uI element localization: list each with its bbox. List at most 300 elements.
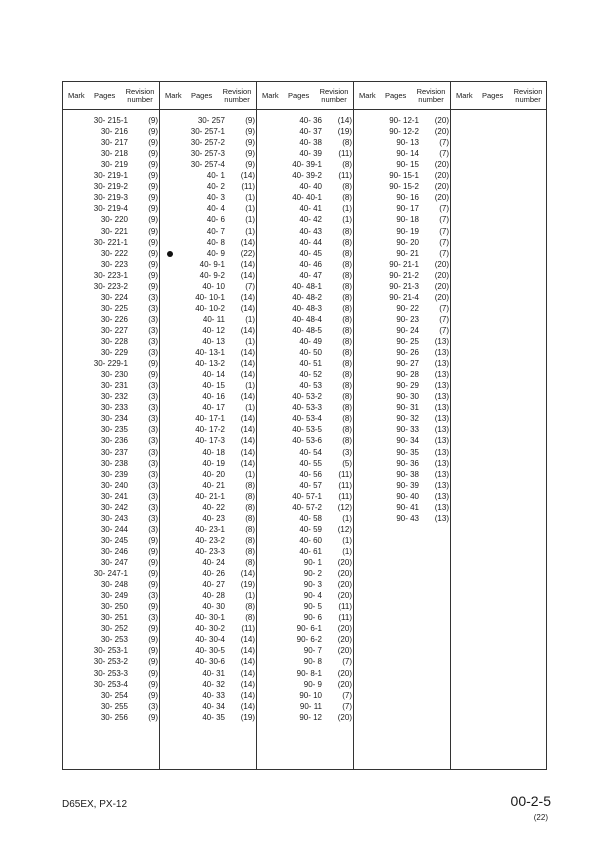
revision-cell: (7) bbox=[439, 149, 449, 159]
revision-cell: (19) bbox=[337, 127, 352, 137]
table-row bbox=[282, 337, 354, 347]
table-row bbox=[379, 160, 451, 170]
revision-cell: (8) bbox=[342, 359, 352, 369]
page-number-cell: 90- 8-1 bbox=[296, 668, 322, 678]
page-number-cell: 30- 254 bbox=[100, 690, 128, 700]
table-row bbox=[282, 448, 354, 458]
table-row bbox=[379, 370, 451, 380]
revision-cell: (9) bbox=[148, 116, 158, 125]
revision-table bbox=[62, 81, 547, 770]
table-row bbox=[88, 691, 160, 701]
revision-cell: (9) bbox=[245, 160, 255, 170]
page-number-cell: 90- 13 bbox=[396, 138, 419, 148]
page-number-cell: 40- 17 bbox=[202, 403, 225, 413]
table-row bbox=[282, 702, 354, 712]
page-number-cell: 30- 245 bbox=[100, 535, 128, 545]
revision-cell: (13) bbox=[434, 502, 449, 512]
footer-page-number: 00-2-5 bbox=[510, 793, 551, 809]
table-row bbox=[88, 569, 160, 579]
table-row bbox=[282, 116, 354, 126]
page-number-cell: 90- 6-2 bbox=[296, 635, 322, 645]
table-row bbox=[88, 215, 160, 225]
table-row bbox=[379, 470, 451, 480]
column-divider bbox=[546, 82, 547, 769]
table-row bbox=[88, 359, 160, 369]
table-row bbox=[379, 271, 451, 281]
table-row bbox=[88, 613, 160, 623]
table-row bbox=[185, 249, 257, 259]
table-row bbox=[185, 624, 257, 634]
revision-cell: (9) bbox=[148, 635, 158, 645]
page-number-cell: 30- 232 bbox=[100, 392, 128, 402]
revision-cell: (8) bbox=[245, 602, 255, 612]
page-number-cell: 40- 59 bbox=[299, 524, 322, 534]
table-row bbox=[379, 282, 451, 292]
revision-cell: (20) bbox=[434, 116, 449, 125]
table-row bbox=[185, 149, 257, 159]
page-number-cell: 30- 237 bbox=[100, 447, 128, 457]
page-number-cell: 40- 15 bbox=[202, 381, 225, 391]
page-number-cell: 40- 8 bbox=[206, 237, 225, 247]
page-number-cell: 40- 21 bbox=[202, 480, 225, 490]
page-number-cell: 40- 40 bbox=[299, 182, 322, 192]
page-number-cell: 30- 246 bbox=[100, 546, 128, 556]
page-number-cell: 40- 17-2 bbox=[195, 425, 225, 435]
revision-cell: (14) bbox=[240, 259, 255, 269]
page-number-cell: 40- 23 bbox=[202, 513, 225, 523]
page-number-cell: 90- 16 bbox=[396, 193, 419, 203]
table-row bbox=[282, 260, 354, 270]
table-row bbox=[379, 436, 451, 446]
page-number-cell: 40- 30-2 bbox=[195, 624, 225, 634]
revision-cell: (9) bbox=[148, 646, 158, 656]
revision-cell: (14) bbox=[240, 348, 255, 358]
page-number-cell: 30- 215-1 bbox=[93, 116, 128, 125]
table-row bbox=[379, 503, 451, 513]
revision-cell: (1) bbox=[342, 546, 352, 556]
revision-cell: (1) bbox=[245, 381, 255, 391]
table-row bbox=[88, 160, 160, 170]
table-row bbox=[379, 315, 451, 325]
page-number-cell: 40- 39 bbox=[299, 149, 322, 159]
revision-cell: (20) bbox=[434, 127, 449, 137]
table-row bbox=[88, 503, 160, 513]
revision-cell: (8) bbox=[342, 392, 352, 402]
revision-cell: (8) bbox=[245, 491, 255, 501]
page-number-cell: 30- 235 bbox=[100, 425, 128, 435]
table-row bbox=[88, 238, 160, 248]
page-number-cell: 30- 247-1 bbox=[93, 569, 128, 579]
table-row bbox=[185, 403, 257, 413]
page-number-cell: 90- 12-1 bbox=[389, 116, 419, 125]
table-row bbox=[185, 260, 257, 270]
table-row bbox=[88, 271, 160, 281]
table-row bbox=[379, 204, 451, 214]
revision-cell: (8) bbox=[342, 248, 352, 258]
table-row bbox=[379, 381, 451, 391]
page-number-cell: 90- 1 bbox=[303, 558, 322, 567]
page-number-cell: 30- 248 bbox=[100, 580, 128, 590]
page-number-cell: 90- 20 bbox=[396, 237, 419, 247]
table-row bbox=[282, 414, 354, 424]
revision-cell: (14) bbox=[240, 414, 255, 424]
revision-cell: (9) bbox=[148, 160, 158, 170]
page-number-cell: 90- 3 bbox=[303, 580, 322, 590]
revision-cell: (3) bbox=[148, 348, 158, 358]
table-row bbox=[185, 448, 257, 458]
revision-cell: (12) bbox=[337, 524, 352, 534]
revision-cell: (3) bbox=[148, 325, 158, 335]
page-number-cell: 30- 230 bbox=[100, 370, 128, 380]
revision-cell: (14) bbox=[240, 325, 255, 335]
revision-cell: (9) bbox=[245, 116, 255, 125]
page-number-cell: 90- 8 bbox=[303, 657, 322, 667]
revision-cell: (13) bbox=[434, 480, 449, 490]
table-row bbox=[282, 536, 354, 546]
page-number-cell: 90- 2 bbox=[303, 569, 322, 579]
page-number-cell: 30- 219-1 bbox=[93, 171, 128, 181]
revision-cell: (1) bbox=[245, 193, 255, 203]
table-row bbox=[88, 713, 160, 723]
table-row bbox=[185, 525, 257, 535]
table-row bbox=[185, 171, 257, 181]
page-number-cell: 40- 48-5 bbox=[292, 325, 322, 335]
table-row bbox=[379, 459, 451, 469]
table-row bbox=[282, 569, 354, 579]
revision-cell: (13) bbox=[434, 491, 449, 501]
table-row bbox=[282, 547, 354, 557]
page-number-cell: 40- 26 bbox=[202, 569, 225, 579]
table-row bbox=[88, 492, 160, 502]
page-number-cell: 40- 17-3 bbox=[195, 436, 225, 446]
revision-cell: (20) bbox=[434, 259, 449, 269]
revision-cell: (7) bbox=[439, 138, 449, 148]
table-row bbox=[379, 215, 451, 225]
revision-cell: (13) bbox=[434, 370, 449, 380]
page-number-cell: 90- 35 bbox=[396, 447, 419, 457]
table-row bbox=[88, 657, 160, 667]
page-number-cell: 90- 30 bbox=[396, 392, 419, 402]
revision-cell: (20) bbox=[337, 591, 352, 601]
page-number-cell: 30- 231 bbox=[100, 381, 128, 391]
table-row bbox=[185, 227, 257, 237]
revision-cell: (20) bbox=[337, 569, 352, 579]
revision-cell: (7) bbox=[439, 303, 449, 313]
revision-cell: (3) bbox=[148, 613, 158, 623]
revision-cell: (11) bbox=[338, 480, 352, 490]
header-mark: Mark bbox=[165, 91, 182, 100]
page-number-cell: 30- 221 bbox=[100, 226, 128, 236]
revision-cell: (9) bbox=[148, 712, 158, 722]
page-number-cell: 90- 21-4 bbox=[389, 292, 419, 302]
table-row bbox=[379, 448, 451, 458]
page-number-cell: 40- 44 bbox=[299, 237, 322, 247]
header-pages: Pages bbox=[385, 91, 407, 100]
table-row bbox=[185, 381, 257, 391]
page-number-cell: 40- 39-2 bbox=[292, 171, 322, 181]
revision-cell: (9) bbox=[148, 149, 158, 159]
table-row bbox=[185, 503, 257, 513]
page-number-cell: 40- 37 bbox=[299, 127, 322, 137]
page-number-cell: 30- 253-1 bbox=[93, 646, 128, 656]
table-row bbox=[185, 193, 257, 203]
page-number-cell: 30- 217 bbox=[100, 138, 128, 148]
header-pages: Pages bbox=[94, 91, 116, 100]
page-number-cell: 90- 43 bbox=[396, 513, 419, 523]
revision-cell: (3) bbox=[148, 524, 158, 534]
page-number-cell: 40- 53-3 bbox=[292, 403, 322, 413]
page-number-cell: 90- 21 bbox=[396, 248, 419, 258]
table-row bbox=[88, 182, 160, 192]
table-row bbox=[282, 691, 354, 701]
table-row bbox=[379, 260, 451, 270]
revision-cell: (9) bbox=[148, 226, 158, 236]
revision-cell: (8) bbox=[342, 226, 352, 236]
table-row bbox=[185, 337, 257, 347]
table-row bbox=[88, 580, 160, 590]
page-number-cell: 40- 30 bbox=[202, 602, 225, 612]
revision-cell: (7) bbox=[439, 237, 449, 247]
revision-cell: (8) bbox=[342, 348, 352, 358]
page-number-cell: 30- 247 bbox=[100, 558, 128, 567]
table-row bbox=[88, 260, 160, 270]
revision-cell: (8) bbox=[245, 513, 255, 523]
page-number-cell: 90- 15 bbox=[396, 160, 419, 170]
page-number-cell: 30- 257-3 bbox=[190, 149, 225, 159]
table-row bbox=[185, 392, 257, 402]
table-row bbox=[379, 238, 451, 248]
table-row bbox=[379, 182, 451, 192]
table-row bbox=[88, 536, 160, 546]
table-row bbox=[282, 348, 354, 358]
page-number-cell: 40- 31 bbox=[202, 668, 225, 678]
page-number-cell: 30- 257-2 bbox=[190, 138, 225, 148]
table-row bbox=[88, 436, 160, 446]
revision-cell: (13) bbox=[434, 359, 449, 369]
revision-cell: (9) bbox=[148, 668, 158, 678]
header-mark: Mark bbox=[262, 91, 279, 100]
footer-revision: (22) bbox=[533, 813, 548, 822]
revision-cell: (8) bbox=[245, 502, 255, 512]
revision-cell: (11) bbox=[338, 602, 352, 612]
page-number-cell: 40- 12 bbox=[202, 325, 225, 335]
table-row bbox=[282, 436, 354, 446]
table-row bbox=[185, 326, 257, 336]
table-row bbox=[88, 414, 160, 424]
revision-cell: (20) bbox=[434, 182, 449, 192]
revision-cell: (9) bbox=[148, 535, 158, 545]
table-row bbox=[185, 635, 257, 645]
table-row bbox=[185, 315, 257, 325]
table-row bbox=[88, 227, 160, 237]
page-number-cell: 30- 234 bbox=[100, 414, 128, 424]
revision-cell: (8) bbox=[342, 138, 352, 148]
page-number-cell: 40- 38 bbox=[299, 138, 322, 148]
table-row bbox=[282, 171, 354, 181]
table-row bbox=[282, 669, 354, 679]
table-row bbox=[282, 215, 354, 225]
page-number-cell: 40- 54 bbox=[299, 447, 322, 457]
page-number-cell: 40- 14 bbox=[202, 370, 225, 380]
revision-cell: (3) bbox=[148, 513, 158, 523]
revision-mark-dot bbox=[167, 251, 173, 257]
page-number-cell: 40- 1 bbox=[206, 171, 225, 181]
table-row bbox=[282, 138, 354, 148]
revision-cell: (3) bbox=[148, 414, 158, 424]
page-number-cell: 30- 249 bbox=[100, 591, 128, 601]
revision-cell: (14) bbox=[240, 292, 255, 302]
page-number-cell: 40- 46 bbox=[299, 259, 322, 269]
revision-cell: (13) bbox=[434, 513, 449, 523]
page-number-cell: 30- 227 bbox=[100, 325, 128, 335]
table-row bbox=[379, 227, 451, 237]
page-number-cell: 30- 216 bbox=[100, 127, 128, 137]
revision-cell: (20) bbox=[337, 635, 352, 645]
page-number-cell: 30- 239 bbox=[100, 469, 128, 479]
table-row bbox=[185, 602, 257, 612]
table-row bbox=[379, 193, 451, 203]
revision-cell: (9) bbox=[148, 171, 158, 181]
revision-cell: (7) bbox=[439, 226, 449, 236]
table-row bbox=[379, 425, 451, 435]
page-number-cell: 40- 30-5 bbox=[195, 646, 225, 656]
table-row bbox=[185, 127, 257, 137]
revision-cell: (8) bbox=[342, 425, 352, 435]
page-number-cell: 30- 229-1 bbox=[93, 359, 128, 369]
revision-cell: (9) bbox=[148, 270, 158, 280]
revision-cell: (13) bbox=[434, 414, 449, 424]
page-number-cell: 30- 219-2 bbox=[93, 182, 128, 192]
revision-cell: (20) bbox=[337, 668, 352, 678]
revision-cell: (9) bbox=[148, 370, 158, 380]
table-row bbox=[185, 215, 257, 225]
revision-cell: (3) bbox=[148, 591, 158, 601]
revision-cell: (7) bbox=[245, 281, 255, 291]
revision-cell: (3) bbox=[148, 292, 158, 302]
page-number-cell: 90- 32 bbox=[396, 414, 419, 424]
revision-cell: (7) bbox=[342, 657, 352, 667]
page-number-cell: 40- 53-5 bbox=[292, 425, 322, 435]
revision-cell: (14) bbox=[240, 171, 255, 181]
revision-cell: (20) bbox=[434, 160, 449, 170]
page-number-cell: 30- 225 bbox=[100, 303, 128, 313]
table-row bbox=[88, 470, 160, 480]
page-number-cell: 30- 228 bbox=[100, 337, 128, 346]
page-number-cell: 40- 10-2 bbox=[195, 303, 225, 313]
table-row bbox=[88, 348, 160, 358]
revision-cell: (9) bbox=[245, 138, 255, 148]
page-number-cell: 40- 57-2 bbox=[292, 502, 322, 512]
page-number-cell: 30- 253-4 bbox=[93, 679, 128, 689]
table-row bbox=[88, 193, 160, 203]
table-row bbox=[185, 613, 257, 623]
page-number-cell: 90- 17 bbox=[396, 204, 419, 214]
page-number-cell: 40- 11 bbox=[202, 314, 225, 324]
revision-cell: (14) bbox=[240, 569, 255, 579]
table-row bbox=[379, 116, 451, 126]
page-number-cell: 40- 48-3 bbox=[292, 303, 322, 313]
revision-cell: (13) bbox=[434, 392, 449, 402]
page-number-cell: 90- 15-1 bbox=[389, 171, 419, 181]
page-number-cell: 40- 48-2 bbox=[292, 292, 322, 302]
page-number-cell: 90- 9 bbox=[303, 679, 322, 689]
revision-cell: (14) bbox=[240, 701, 255, 711]
revision-cell: (7) bbox=[342, 690, 352, 700]
revision-cell: (3) bbox=[148, 469, 158, 479]
revision-cell: (8) bbox=[342, 403, 352, 413]
header-mark: Mark bbox=[456, 91, 473, 100]
page-number-cell: 40- 57-1 bbox=[292, 491, 322, 501]
revision-cell: (9) bbox=[148, 182, 158, 192]
column-divider bbox=[62, 82, 63, 769]
table-row bbox=[185, 414, 257, 424]
header-pages: Pages bbox=[191, 91, 213, 100]
table-row bbox=[185, 436, 257, 446]
table-row bbox=[185, 514, 257, 524]
revision-cell: (9) bbox=[148, 248, 158, 258]
page-number-cell: 40- 41 bbox=[299, 204, 322, 214]
table-row bbox=[88, 624, 160, 634]
page-number-cell: 90- 23 bbox=[396, 314, 419, 324]
header-revision: Revision number bbox=[222, 87, 252, 104]
page-number-cell: 40- 55 bbox=[299, 458, 322, 468]
page-number-cell: 30- 229 bbox=[100, 348, 128, 358]
table-row bbox=[379, 304, 451, 314]
table-row bbox=[282, 282, 354, 292]
table-row bbox=[282, 271, 354, 281]
revision-cell: (8) bbox=[342, 193, 352, 203]
table-row bbox=[185, 182, 257, 192]
revision-cell: (14) bbox=[337, 116, 352, 125]
page-number-cell: 40- 47 bbox=[299, 270, 322, 280]
page-number-cell: 40- 10 bbox=[202, 281, 225, 291]
revision-cell: (7) bbox=[439, 248, 449, 258]
revision-cell: (9) bbox=[148, 580, 158, 590]
table-row bbox=[282, 293, 354, 303]
revision-cell: (14) bbox=[240, 679, 255, 689]
table-row bbox=[185, 702, 257, 712]
table-row bbox=[185, 713, 257, 723]
table-row bbox=[379, 481, 451, 491]
revision-cell: (8) bbox=[245, 546, 255, 556]
table-row bbox=[88, 392, 160, 402]
page-number-cell: 30- 219-4 bbox=[93, 204, 128, 214]
page-number-cell: 90- 38 bbox=[396, 469, 419, 479]
page-number-cell: 90- 21-1 bbox=[389, 259, 419, 269]
page-number-cell: 40- 22 bbox=[202, 502, 225, 512]
revision-cell: (9) bbox=[148, 624, 158, 634]
page-number-cell: 40- 39-1 bbox=[292, 160, 322, 170]
table-row bbox=[379, 337, 451, 347]
revision-cell: (1) bbox=[245, 403, 255, 413]
page-number-cell: 30- 257-4 bbox=[190, 160, 225, 170]
revision-cell: (9) bbox=[245, 149, 255, 159]
revision-cell: (20) bbox=[434, 292, 449, 302]
revision-cell: (9) bbox=[148, 690, 158, 700]
page-number-cell: 30- 221-1 bbox=[93, 237, 128, 247]
page-number-cell: 90- 11 bbox=[299, 701, 322, 711]
table-row bbox=[282, 657, 354, 667]
table-row bbox=[88, 635, 160, 645]
page-number-cell: 30- 240 bbox=[100, 480, 128, 490]
revision-cell: (7) bbox=[439, 215, 449, 225]
revision-cell: (8) bbox=[245, 558, 255, 567]
table-row bbox=[282, 193, 354, 203]
table-row bbox=[282, 646, 354, 656]
table-row bbox=[379, 359, 451, 369]
revision-cell: (9) bbox=[148, 127, 158, 137]
table-row bbox=[88, 525, 160, 535]
